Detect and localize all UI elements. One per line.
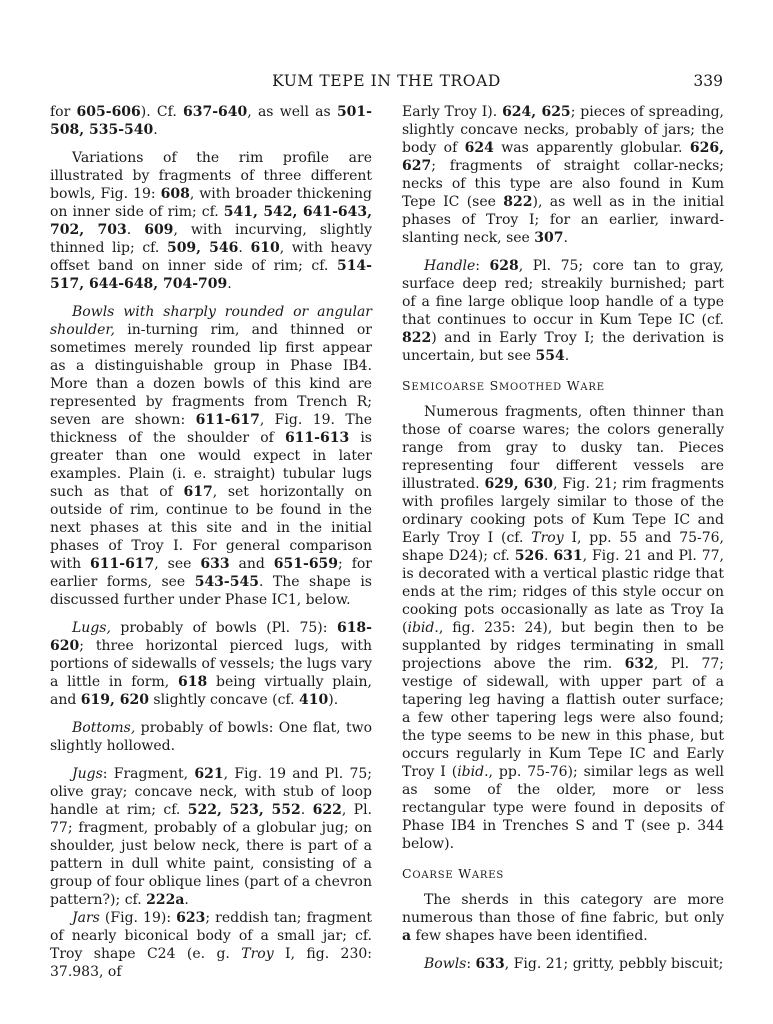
- paragraph: Handle: 628, Pl. 75; core tan to gray, surface deep red; streakily burnished; part of a fine large oblique loop handle of a type that continues to occur in Kum Tepe IC (cf. 822) and in Early Troy I; the derivation is uncertain, but see 554.: [402, 258, 724, 364]
- section-heading: COARSE WARES: [402, 866, 505, 881]
- paragraph: Numerous fragments, often thinner than those of coarse wares; the colors generally range from gray to dusky tan. Pieces representing four different vessels are illustrated. 629, 630, Fig. 21; rim fragments with profiles largely similar to those of the ordinary cooking pots of Kum Tepe IC and Early Troy I (cf. Troy I, pp. 55 and 75-76, shape D24); cf. 526. 631, Fig. 21 and Pl. 77, is decorated with a vertical plastic ridge that ends at the rim; ridges of this style occur on cooking pots occasionally as late as Troy Ia (ibid., fig. 235: 24), but begin then to be supplanted by ridges terminating in small projections above the rim. 632, Pl. 77; vestige of sidewall, with upper part of a tapering leg having a flattish outer surface; a few other tapering legs were also found; the type seems to be new in this phase, but occurs regularly in Kum Tepe IC and Early Troy I (ibid., pp. 75-76); similar legs as well as some of the older, more or less rectangular type were found in deposits of Phase IB4 in Trenches S and T (see p. 344 below).: [402, 404, 725, 852]
- paragraph: Bowls with sharply rounded or angular shoulder, in-turning rim, and thinned or sometimes merely rounded lip first appear as a distinguishable group in Phase IB4. More than a dozen bowls of this kind are represented by fragments from Trench R; seven are shown: 611-617, Fig. 19. The thickness of the shoulder of 611-613 is greater than one would expect in later examples. Plain (i. e. straight) tubular lugs such as that of 617, set horizontally on outside of rim, continue to be found in the next phases at this site and in the initial phases of Troy I. For general comparison with 611-617, see 633 and 651-659; for earlier forms, see 543-545. The shape is discussed further under Phase IC1, below.: [50, 304, 372, 608]
- paragraph: Bowls: 633, Fig. 21; gritty, pebbly biscuit;: [424, 956, 724, 972]
- paragraph: for 605-606). Cf. 637-640, as well as 501-508, 535-540.: [50, 104, 372, 138]
- left-column: [50, 103, 372, 981]
- paragraph: Variations of the rim profile are illustrated by fragments of three different bowls, Fig. 19: 608, with broader thickening on inner side of rim; cf. 541, 542, 641-643, 702, 703. 609, with incurving, slightly thinned lip; cf. 509, 546. 610, with heavy offset band on inner side of rim; cf. 514-517, 644-648, 704-709.: [50, 150, 373, 292]
- section-heading: SEMICOARSE SMOOTHED WARE: [402, 378, 605, 393]
- right-column: [402, 103, 724, 973]
- paragraph: The sherds in this category are more numerous than those of fine fabric, but only a few shapes have been identified.: [402, 892, 724, 944]
- paragraph: Early Troy I). 624, 625; pieces of spreading, slightly concave necks, probably of jars; the body of 624 was apparently globular. 626, 627; fragments of straight collar-necks; necks of this type are also found in Kum Tepe IC (see 822), as well as in the initial phases of Troy I; for an earlier, inward-slanting neck, see 307.: [402, 104, 725, 246]
- paragraph: Jugs: Fragment, 621, Fig. 19 and Pl. 75; olive gray; concave neck, with stub of loop handle at rim; cf. 522, 523, 552. 622, Pl. 77; fragment, probably of a globular jug; on shoulder, just below neck, there is part of a pattern in dull white paint, consisting of a group of four oblique lines (part of a chevron pattern?); cf. 222a.: [50, 766, 373, 908]
- running-title: KUM TEPE IN THE TROAD: [272, 72, 501, 90]
- page-number: 339: [693, 72, 723, 90]
- paragraph: Bottoms, probably of bowls: One flat, two slightly hollowed.: [50, 720, 372, 754]
- page-header: [50, 72, 723, 94]
- paragraph: Jars (Fig. 19): 623; reddish tan; fragment of nearly biconical body of a small jar; cf. Troy shape C24 (e. g. Troy I, fig. 230: 37.983, of: [50, 910, 372, 980]
- paragraph: Lugs, probably of bowls (Pl. 75): 618-620; three horizontal pierced lugs, with portions of sidewalls of vessels; the lugs vary a little in form, 618 being virtually plain, and 619, 620 slightly concave (cf. 410).: [50, 620, 372, 708]
